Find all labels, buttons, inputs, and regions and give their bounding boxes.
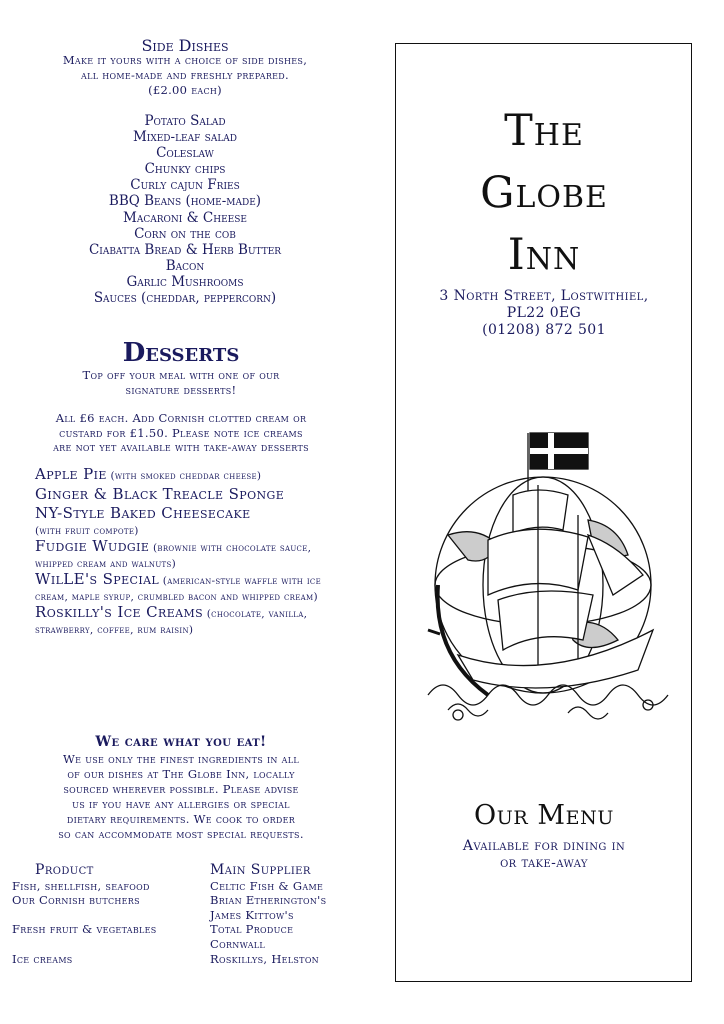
title-line: Globe: [480, 168, 608, 218]
side-item: Mixed-leaf salad: [132, 129, 238, 146]
dessert-item: [35, 467, 335, 485]
intro-line: signature desserts!: [125, 382, 237, 397]
supplier-cell: James Kittow's: [210, 908, 294, 922]
side-dishes-description: [0, 53, 370, 98]
address-line: PL22 0EG: [506, 305, 582, 321]
price-line: custard for £1.50. Please note ice creams: [59, 425, 303, 440]
care-line: so can accommodate most special requests.: [58, 827, 304, 841]
dessert-name: Fudgie Wudgie: [35, 537, 150, 555]
dessert-item: [35, 484, 335, 505]
product-cell: Fish, shellfish, seafood: [12, 879, 150, 893]
dessert-desc: (chocolate, vanilla, strawberry, coffee, rum raisin): [35, 608, 308, 636]
dessert-name: NY-Style Baked Cheesecake: [35, 504, 251, 522]
dessert-desc: (american-style waffle with ice cream, maple syrup, crumbled bacon and whipped cream): [35, 575, 321, 603]
title-line: Inn: [507, 230, 581, 280]
desserts-title: Desserts: [122, 338, 240, 368]
price-line: All £6 each. Add Cornish clotted cream or: [55, 411, 307, 425]
side-price: (£2.00 each): [148, 83, 222, 97]
availability: [396, 838, 692, 872]
dessert-name: Apple Pie: [35, 465, 107, 483]
supplier-cell: Celtic Fish & Game: [210, 879, 324, 893]
dessert-item: [35, 605, 335, 638]
desserts-list: [35, 467, 335, 638]
address: [396, 288, 692, 339]
product-cell: Ice creams: [12, 952, 73, 966]
phone-number: (01208) 872 501: [482, 322, 606, 338]
address-line: 3 North Street, Lostwithiel,: [439, 288, 649, 304]
supplier-cell: Roskillys, Helston: [210, 952, 319, 966]
product-cell: Our Cornish butchers: [12, 893, 140, 907]
supplier-cell: Brian Etherington's: [210, 893, 327, 907]
care-title: We care what you eat!: [95, 734, 267, 750]
care-line: dietary requirements. We cook to order: [66, 812, 296, 826]
dessert-name: WilLE's Special: [35, 570, 160, 588]
dessert-desc: (with smoked cheddar cheese): [110, 470, 262, 482]
dessert-name: Roskilly's Ice Creams: [35, 603, 204, 621]
side-desc-line: all home-made and freshly prepared.: [81, 68, 289, 82]
our-menu-title: Our Menu: [474, 800, 614, 831]
side-item: Corn on the cob: [134, 225, 236, 242]
desserts-price-note: [0, 411, 362, 455]
desserts-intro: [0, 368, 362, 397]
care-line: us if you have any allergies or special: [72, 797, 290, 811]
dessert-item: [35, 572, 335, 605]
supplier-cell: Total Produce: [210, 922, 294, 936]
side-item: Chunky chips: [144, 161, 226, 178]
side-item: Macaroni & Cheese: [123, 209, 247, 226]
care-line: of our dishes at The Globe Inn, locally: [67, 767, 295, 781]
side-item: Bacon: [165, 257, 205, 274]
care-body: [0, 752, 362, 842]
price-line: are not yet available with take-away desserts: [53, 440, 309, 454]
avail-line: or take-away: [500, 855, 588, 871]
care-line: sourced wherever possible. Please advise: [63, 782, 299, 796]
dessert-item: [35, 506, 335, 539]
care-line: We use only the finest ingredients in all: [63, 752, 299, 766]
side-desc-line: Make it yours with a choice of side dishes,: [62, 53, 308, 67]
supplier-cell: Cornwall: [210, 937, 266, 951]
side-item: Potato Salad: [144, 113, 226, 129]
side-dishes-list: [0, 113, 370, 306]
side-item: Garlic Mushrooms: [126, 273, 244, 290]
avail-line: Available for dining in: [462, 838, 626, 854]
ship-globe-illustration: [418, 425, 674, 725]
title-line: The: [504, 106, 584, 156]
dessert-name: Ginger & Black Treacle Sponge: [35, 484, 285, 503]
inn-title: [396, 100, 692, 286]
supplier-header: Main Supplier: [210, 862, 311, 878]
side-item: BBQ Beans (home-made): [108, 193, 262, 210]
product-cell: Fresh fruit & vegetables: [12, 922, 157, 936]
side-item: Curly cajun Fries: [130, 177, 240, 194]
side-item: Ciabatta Bread & Herb Butter: [88, 241, 282, 258]
product-header: Product: [35, 862, 94, 878]
intro-line: Top off your meal with one of our: [82, 368, 280, 382]
dessert-item: [35, 539, 335, 572]
dessert-desc: (with fruit compote): [35, 524, 139, 537]
side-item: Coleslaw: [156, 145, 214, 162]
side-dishes-title: Side Dishes: [141, 36, 229, 55]
dessert-desc: (brownie with chocolate sauce, whipped cream and walnuts): [35, 542, 312, 570]
side-item: Sauces (cheddar, peppercorn): [93, 290, 277, 307]
